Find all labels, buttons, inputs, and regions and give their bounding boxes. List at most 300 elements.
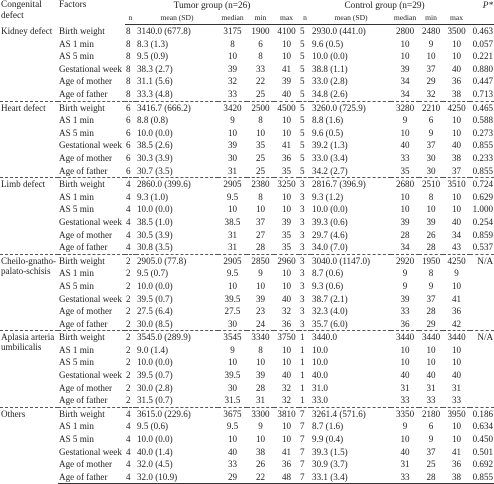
control-min-cell: 39 [426, 216, 436, 227]
control-n-cell: 7 [300, 446, 305, 457]
factor-cell: Age of mother [59, 152, 113, 163]
tumor-mean-cell: 10.0 (0.0) [137, 357, 173, 368]
tumor-median-cell: 9 [230, 115, 235, 126]
p-value-cell: 0.501 [472, 446, 494, 457]
tumor-max-cell: 36 [281, 318, 292, 329]
tumor-max-cell: 10 [281, 38, 292, 49]
control-min-cell: 28 [426, 242, 436, 253]
control-mean-cell: 33.0 (2.8) [312, 76, 348, 87]
factor-cell: AS 5 min [59, 204, 94, 215]
tumor-n-cell: 2 [126, 318, 131, 329]
table-row [0, 292, 494, 305]
tumor-mean-cell: 10.0 (0.0) [137, 127, 173, 138]
tumor-n-cell: 2 [126, 382, 131, 393]
control-max-cell: 40 [452, 140, 462, 151]
control-median-cell: 31 [400, 459, 410, 470]
tumor-median-cell: 3675 [218, 407, 247, 420]
tumor-min-cell: 2850 [247, 254, 274, 267]
control-median-cell: 2800 [395, 26, 415, 37]
control-mean-cell: 9.6 (0.5) [312, 38, 344, 49]
tumor-mean-cell: 8.8 (0.8) [137, 115, 169, 126]
control-min-cell: 1950 [419, 254, 443, 267]
control-min-cell: 29 [426, 76, 436, 87]
tumor-mean-cell: 30.0 (2.8) [137, 382, 173, 393]
control-n-header: n [299, 13, 311, 25]
control-n-cell: 3 [300, 318, 305, 329]
control-min-cell: 40 [426, 370, 436, 381]
control-max-cell: 4250 [443, 101, 470, 114]
control-median-cell: 33 [391, 471, 419, 484]
table-row [0, 139, 494, 152]
control-n-cell: 5 [299, 101, 311, 114]
tumor-max-cell: 39 [281, 216, 292, 227]
control-n-cell: 5 [300, 115, 305, 126]
factors-header: Factors [59, 0, 87, 10]
tumor-min-cell: 8 [258, 344, 263, 355]
tumor-median-cell: 2905 [218, 178, 247, 191]
control-min-cell: 31 [426, 382, 436, 393]
factor-cell: Gestational week [59, 446, 122, 457]
tumor-median-cell: 33 [227, 459, 238, 470]
tumor-max-cell: 41 [281, 63, 292, 74]
control-min-cell: 2210 [419, 101, 443, 114]
control-min-cell: 9 [428, 280, 434, 291]
control-min-cell: 6 [428, 115, 434, 126]
control-n-cell: 1 [299, 331, 311, 344]
control-n-cell: 1 [300, 357, 305, 368]
p-value-cell: 0.450 [472, 434, 494, 445]
tumor-min-cell: 31 [255, 395, 266, 406]
control-median-header: median [391, 13, 419, 25]
control-mean-cell: 40.0 [312, 370, 328, 381]
control-max-cell: 33 [452, 395, 462, 406]
tumor-max-cell: 40 [281, 370, 292, 381]
tumor-n-cell: 2 [126, 344, 131, 355]
control-min-cell: 32 [426, 89, 436, 100]
factor-cell: Age of father [59, 318, 108, 329]
control-median-cell: 34 [400, 242, 410, 253]
control-median-cell: 39 [400, 63, 410, 74]
factor-cell: Age of father [59, 395, 108, 406]
tumor-median-cell: 33 [227, 89, 238, 100]
tumor-max-header: max [274, 13, 299, 25]
factor-cell: AS 5 min [59, 127, 94, 138]
control-min-cell: 10 [426, 51, 436, 62]
factor-cell: AS 1 min [59, 115, 94, 126]
control-max-header: max [443, 13, 470, 25]
control-n-cell: 5 [300, 63, 305, 74]
tumor-median-header: median [218, 13, 247, 25]
tumor-n-cell: 8 [126, 51, 131, 62]
tumor-n-cell: 4 [126, 434, 131, 445]
factor-cell: AS 1 min [59, 268, 94, 279]
control-mean-cell: 3440.0 [311, 331, 391, 344]
p-subheader [470, 13, 494, 25]
tumor-min-cell: 39 [255, 293, 266, 304]
control-median-cell: 33 [400, 306, 410, 317]
control-max-cell: 41 [452, 446, 462, 457]
control-max-cell: 10 [452, 357, 462, 368]
tumor-min-cell: 33 [255, 63, 266, 74]
factor-cell: AS 1 min [59, 421, 94, 432]
tumor-mean-cell: 38.3 (2.7) [137, 63, 173, 74]
tumor-n-cell: 8 [126, 89, 131, 100]
table-row [0, 165, 494, 178]
table-row [0, 75, 494, 88]
tumor-min-cell: 24 [255, 318, 266, 329]
tumor-n-cell: 8 [126, 76, 131, 87]
tumor-median-cell: 10 [227, 434, 238, 445]
control-n-cell: 1 [300, 395, 305, 406]
table-row [0, 394, 494, 407]
factor-cell: Age of mother [59, 306, 113, 317]
control-max-cell: 31 [452, 382, 462, 393]
p-value-cell [470, 267, 494, 280]
tumor-n-cell: 8 [126, 26, 131, 37]
factor-cell: Age of mother [59, 459, 113, 470]
tumor-min-cell: 3340 [247, 331, 274, 344]
p-value-cell [470, 280, 494, 293]
tumor-median-cell: 30 [227, 152, 238, 163]
factor-cell: AS 5 min [59, 280, 94, 291]
control-max-cell: 36 [452, 76, 462, 87]
tumor-n-cell: 8 [126, 38, 131, 49]
p-value-cell: 0.855 [472, 140, 494, 151]
control-min-cell: 10 [426, 357, 436, 368]
control-mean-cell: 10.0 [312, 344, 328, 355]
control-mean-cell: 34.8 (2.6) [312, 89, 348, 100]
control-max-cell: 34 [452, 229, 462, 240]
control-max-cell: 41 [452, 293, 462, 304]
tumor-mean-cell: 3416.7 (666.2) [136, 101, 218, 114]
tumor-mean-cell: 38.5 (2.6) [137, 140, 173, 151]
control-max-cell: 10 [452, 204, 462, 215]
control-median-cell: 40 [400, 446, 410, 457]
tumor-mean-cell: 10.0 (0.0) [137, 204, 173, 215]
header-row [0, 0, 494, 13]
tumor-min-cell: 35 [255, 140, 266, 151]
tumor-max-cell: 3750 [274, 331, 299, 344]
control-median-cell: 36 [400, 318, 410, 329]
factor-cell: AS 1 min [59, 38, 94, 49]
tumor-n-cell: 6 [126, 115, 131, 126]
tumor-min-cell: 2380 [247, 178, 274, 191]
tumor-median-cell: 39.5 [224, 293, 241, 304]
tumor-max-cell: 10 [281, 191, 292, 202]
p-value-cell: 0.537 [472, 242, 494, 253]
tumor-mean-cell: 30.7 (3.5) [137, 165, 173, 176]
control-max-cell: 38 [452, 89, 462, 100]
tumor-median-cell: 38.5 [224, 216, 241, 227]
control-mean-cell: 10.0 (0.0) [312, 51, 348, 62]
control-max-cell: 38 [452, 152, 462, 163]
tumor-min-cell: 26 [255, 459, 266, 470]
table-row [0, 331, 494, 344]
control-mean-cell: 10.0 (0.0) [312, 204, 348, 215]
tumor-mean-cell: 3545.0 (289.9) [136, 331, 218, 344]
control-median-cell: 33 [400, 395, 410, 406]
factor-cell: Age of father [59, 89, 108, 100]
table-row [0, 101, 494, 114]
tumor-max-cell: 10 [281, 344, 292, 355]
tumor-min-cell: 38 [255, 446, 266, 457]
control-mean-cell: 9.3 (0.6) [312, 280, 344, 291]
control-n-cell: 3 [300, 280, 305, 291]
p-value-cell: 0.692 [472, 459, 494, 470]
tumor-n-header: n [125, 13, 136, 25]
control-median-cell: 10 [400, 204, 410, 215]
table-row [0, 458, 494, 471]
factor-cell: Gestational week [59, 216, 122, 227]
p-value-cell [470, 292, 494, 305]
tumor-median-cell: 31 [227, 242, 238, 253]
control-max-cell: 40 [452, 216, 462, 227]
p-value-cell: 0.273 [472, 127, 494, 138]
control-max-cell: 9 [454, 268, 459, 279]
control-mean-cell: 39.2 (1.3) [312, 140, 348, 151]
tumor-median-cell: 31 [227, 229, 238, 240]
p-value-cell: 0.880 [472, 63, 494, 74]
p-value-cell: 0.724 [470, 178, 494, 191]
control-n-cell: 3 [300, 216, 305, 227]
control-median-cell: 9 [402, 421, 408, 432]
table-body [0, 25, 494, 484]
tumor-mean-cell: 2905.0 (77.8) [136, 254, 218, 267]
tumor-mean-cell: 27.5 (6.4) [137, 306, 173, 317]
p-value-cell [470, 305, 494, 318]
p-value-cell: 0.186 [470, 407, 494, 420]
control-n-cell: 5 [300, 152, 305, 163]
control-mean-cell: 3260.0 (725.9) [311, 101, 391, 114]
factor-cell: Gestational week [59, 140, 122, 151]
tumor-max-cell: 40 [281, 293, 292, 304]
tumor-max-cell: 10 [281, 434, 292, 445]
control-min-cell: 10 [426, 344, 436, 355]
table-row [0, 114, 494, 127]
tumor-median-cell: 39 [227, 140, 238, 151]
tumor-min-cell: 10 [255, 357, 266, 368]
tumor-median-cell: 3420 [218, 101, 247, 114]
control-median-cell: 9 [402, 280, 408, 291]
factor-cell: AS 5 min [59, 434, 94, 445]
defect-label: Kidney defect [1, 25, 53, 36]
tumor-min-cell: 22 [247, 471, 274, 484]
table-row [0, 407, 494, 420]
table-row [0, 38, 494, 51]
control-max-cell: 3510 [443, 178, 470, 191]
factor-cell: Birth weight [58, 178, 125, 191]
tumor-max-cell: 10 [281, 115, 292, 126]
table-row [0, 191, 494, 204]
control-median-cell: 10 [400, 51, 410, 62]
control-max-cell: 10 [452, 344, 462, 355]
tumor-min-cell: 27 [255, 229, 266, 240]
table-row [0, 305, 494, 318]
tumor-mean-header: mean (SD) [136, 13, 218, 25]
control-mean-cell: 39.3 (1.5) [312, 446, 348, 457]
factor-cell: Age of mother [59, 382, 113, 393]
control-min-cell: 37 [426, 446, 436, 457]
tumor-median-cell: 10 [227, 280, 238, 291]
tumor-min-cell: 9 [258, 268, 263, 279]
table-row [0, 267, 494, 280]
p-value-cell: 0.855 [472, 165, 494, 176]
tumor-median-cell: 9.5 [226, 268, 239, 279]
control-min-cell: 25 [426, 459, 436, 470]
defect-label: Heart defect [0, 101, 58, 178]
control-median-cell: 2680 [391, 178, 419, 191]
factor-cell: Birth weight [58, 101, 125, 114]
table-row [0, 254, 494, 267]
tumor-median-cell: 31 [227, 165, 238, 176]
tumor-median-cell: 3545 [218, 331, 247, 344]
tumor-n-cell: 2 [126, 268, 131, 279]
tumor-max-cell: 4500 [274, 101, 299, 114]
defect-label: Aplasia arteria umbilicalis [0, 331, 58, 408]
control-max-cell: 10 [452, 421, 462, 432]
tumor-mean-cell: 38.5 (1.0) [137, 216, 173, 227]
control-min-cell: 9 [428, 38, 434, 49]
table-row [0, 178, 494, 191]
control-n-cell: 3 [300, 204, 305, 215]
control-n-cell: 5 [300, 26, 305, 37]
table-row [0, 229, 494, 242]
tumor-n-cell: 6 [126, 140, 131, 151]
tumor-min-cell: 25 [255, 165, 266, 176]
control-median-cell: 28 [400, 229, 410, 240]
tumor-n-cell: 6 [126, 152, 131, 163]
control-max-cell: 3440 [443, 331, 470, 344]
tumor-min-cell: 39 [255, 370, 266, 381]
control-max-cell: 36 [452, 459, 462, 470]
control-min-cell: 28 [426, 306, 436, 317]
tumor-max-cell: 32 [281, 382, 292, 393]
control-median-cell: 39 [400, 293, 410, 304]
tumor-median-cell: 39.5 [224, 370, 241, 381]
control-mean-cell: 2930.0 (441.0) [312, 26, 366, 37]
control-n-cell: 5 [300, 51, 305, 62]
tumor-n-cell: 4 [126, 204, 131, 215]
tumor-mean-cell: 9.5 (0.6) [137, 421, 169, 432]
control-n-cell: 3 [299, 254, 311, 267]
control-mean-cell: 32.3 (4.0) [312, 306, 348, 317]
control-median-cell: 39 [400, 216, 410, 227]
tumor-mean-cell: 33.3 (4.8) [137, 89, 173, 100]
tumor-n-cell: 6 [126, 165, 131, 176]
tumor-mean-cell: 30.3 (3.9) [137, 152, 173, 163]
tumor-min-cell: 10 [255, 127, 266, 138]
tumor-n-cell: 8 [126, 63, 131, 74]
table-row [0, 280, 494, 293]
control-median-cell: 34 [400, 76, 410, 87]
defect-label: Cheilo-gnatho-palato-schisis [0, 254, 58, 331]
tumor-n-cell: 4 [126, 459, 131, 470]
p-value-cell: 0.855 [470, 471, 494, 484]
control-mean-header: mean (SD) [311, 13, 391, 25]
tumor-n-cell: 4 [125, 178, 136, 191]
control-mean-cell: 33.0 (3.4) [312, 152, 348, 163]
tumor-n-cell: 4 [126, 242, 131, 253]
tumor-min-cell: 2500 [247, 101, 274, 114]
table-row [0, 471, 494, 484]
control-mean-cell: 30.9 (3.7) [312, 459, 348, 470]
control-mean-cell: 9.9 (0.4) [312, 434, 344, 445]
control-min-cell: 28 [419, 471, 443, 484]
control-mean-cell: 33.1 (3.4) [311, 471, 391, 484]
control-mean-cell: 2816.7 (396.9) [311, 178, 391, 191]
control-min-cell: 2510 [419, 178, 443, 191]
tumor-median-cell: 30 [227, 382, 238, 393]
tumor-max-cell: 3250 [274, 178, 299, 191]
tumor-n-cell: 2 [126, 395, 131, 406]
control-min-cell: 10 [426, 204, 436, 215]
control-mean-cell: 3040.0 (1147.0) [311, 254, 391, 267]
control-median-cell: 10 [400, 344, 410, 355]
p-value-cell: 0.254 [472, 216, 494, 227]
factor-cell: AS 1 min [59, 191, 94, 202]
control-mean-cell: 34.0 (7.0) [312, 242, 348, 253]
tumor-median-cell: 10 [227, 127, 238, 138]
control-max-cell: 37 [452, 165, 462, 176]
control-median-cell: 10 [400, 191, 410, 202]
table-row [0, 241, 494, 254]
tumor-min-cell: 3300 [247, 407, 274, 420]
tumor-n-cell: 2 [126, 280, 131, 291]
factor-cell: AS 5 min [59, 51, 94, 62]
factor-cell: AS 1 min [59, 344, 94, 355]
tumor-n-cell: 4 [125, 471, 136, 484]
tumor-n-cell: 2 [126, 370, 131, 381]
p-value-cell: 0.447 [472, 76, 494, 87]
control-mean-cell: 34.2 (2.7) [312, 165, 348, 176]
tumor-max-cell: 48 [274, 471, 299, 484]
p-value-cell [470, 344, 494, 357]
control-max-cell: 4250 [443, 254, 470, 267]
control-n-cell: 7 [300, 421, 305, 432]
tumor-mean-cell: 39.5 (0.7) [137, 370, 173, 381]
control-n-cell: 7 [299, 407, 311, 420]
control-max-cell: 38 [443, 471, 470, 484]
p-value-cell [470, 382, 494, 395]
tumor-mean-cell: 9.0 (1.4) [137, 344, 169, 355]
control-max-cell: 42 [452, 318, 462, 329]
tumor-median-cell: 39 [227, 63, 238, 74]
tumor-min-cell: 9 [258, 421, 263, 432]
tumor-mean-cell: 31.5 (0.7) [137, 395, 173, 406]
control-n-cell: 5 [300, 38, 305, 49]
control-median-cell: 10 [400, 434, 410, 445]
tumor-min-cell: 8 [258, 115, 263, 126]
control-n-cell: 5 [300, 127, 305, 138]
tumor-median-cell: 10 [227, 357, 238, 368]
control-n-cell: 7 [300, 459, 305, 470]
p-value-cell: 0.057 [472, 38, 494, 49]
tumor-max-cell: 40 [281, 89, 292, 100]
control-n-cell: 3 [299, 178, 311, 191]
table-row [0, 152, 494, 165]
tumor-median-cell: 9.5 [226, 421, 239, 432]
factor-cell: Gestational week [59, 293, 122, 304]
tumor-n-cell: 4 [126, 229, 131, 240]
control-mean-cell: 38.8 (1.1) [312, 63, 348, 74]
tumor-min-cell: 28 [255, 242, 266, 253]
control-mean-cell: 8.8 (1.6) [312, 115, 344, 126]
tumor-n-cell: 4 [126, 191, 131, 202]
factor-cell: Birth weight [58, 331, 125, 344]
control-max-cell: 10 [452, 51, 462, 62]
defect-header: Congenital defect [1, 0, 42, 21]
control-n-cell: 3 [300, 268, 305, 279]
